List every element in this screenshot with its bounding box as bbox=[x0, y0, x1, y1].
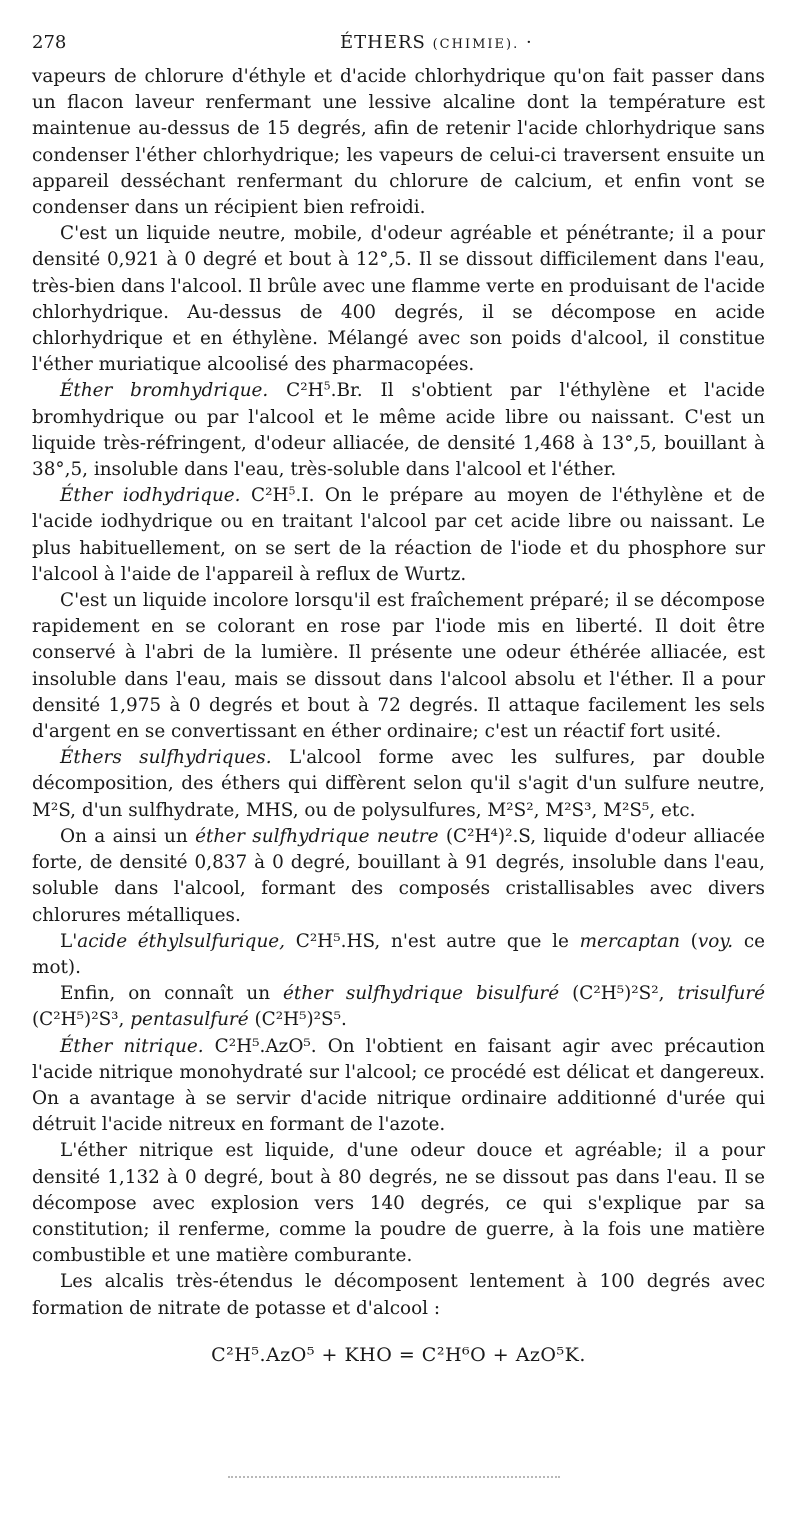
body-text bbox=[32, 64, 765, 1368]
footer-smudge bbox=[228, 1476, 560, 1480]
term-voy: voy. bbox=[697, 930, 734, 952]
term-ether-nitrique: Éther nitrique. bbox=[60, 1035, 204, 1057]
term-trisulfure: trisulfuré bbox=[677, 983, 766, 1005]
formula-iodhydrique: $C^2H^5.I$. bbox=[251, 484, 315, 507]
paragraph-12: Les alcalis très-étendus le décomposent lentement à 100 degrés avec formation de nitrate de potasse et d'alcool : bbox=[32, 1271, 765, 1319]
paragraph-5: C'est un liquide incolore lorsqu'il est fraîchement préparé; il se décompose rapidement en se colorant en rose par l'iode mis en liberté. Il doit être conservé à l'abri de la lumière. Il présente une odeur éthérée alliacée, est insoluble dans l'eau, mais se dissout dans l'alcool absolu et l'éther. Il a pour densité 1,975 à 0 degrés et bout à 72 degrés. Il attaque facilement les sels d'argent en se convertissant en éther ordinaire; c'est un réactif fort usité. bbox=[32, 590, 765, 743]
paragraph-11: L'éther nitrique est liquide, d'une odeur douce et agréable; il a pour densité 1,132 à 0 degré, bout à 80 degrés, ne se dissout pas dans l'eau. Il se décompose avec explosion vers 140 degrés, ce qui s'explique par sa constitution; il renferme, comme la poudre de guerre, à la fois une matière combustible et une matière comburante. bbox=[32, 1140, 765, 1267]
running-title-main: ÉTHERS bbox=[340, 32, 426, 53]
page-header bbox=[32, 30, 762, 56]
term-ether-sulfhydrique-neutre: éther sulfhydrique neutre bbox=[195, 825, 439, 847]
term-bisulfure: éther sulfhydrique bisulfuré bbox=[283, 983, 560, 1005]
paragraph-7: On a ainsi un éther sulfhydrique neutre (C²H⁴)².S, liquide d'odeur alliacée forte, de densité 0,837 à 0 degré, bouillant à 91 degrés, insoluble dans l'eau, soluble dans l'alcool, formant des composés cristallisables avec divers chlorures métalliques. bbox=[32, 825, 765, 926]
running-title bbox=[340, 30, 533, 58]
term-pentasulfure: pentasulfuré bbox=[130, 1009, 249, 1031]
paragraph-ethers-sulfhydriques: Éthers sulfhydriques. L'alcool forme avec les sulfures, par double décomposition, des éthers qui diffèrent selon qu'il s'agit d'un sulfure neutre, M²S, d'un sulfhydrate, MHS, ou de polysulfures, M²S², M²S³, M²S⁵, etc. bbox=[32, 747, 765, 821]
page-number: 278 bbox=[32, 32, 67, 53]
paragraph-1: vapeurs de chlorure d'éthyle et d'acide chlorhydrique qu'on fait passer dans un flacon laveur renfermant une lessive alcaline dont la température est maintenue au-dessus de 15 degrés, afin de retenir l'acide chlorhydrique sans condenser l'éther chlorhydrique; les vapeurs de celui-ci traversent ensuite un appareil desséchant renfermant du chlorure de calcium, et enfin vont se condenser dans un récipient bien refroidi. bbox=[32, 66, 765, 219]
running-title-mark: · bbox=[525, 32, 533, 53]
running-title-section: (CHIMIE). bbox=[432, 37, 520, 52]
term-ethers-sulfhydriques: Éthers sulfhydriques. bbox=[60, 747, 272, 769]
term-ether-bromhydrique: Éther bromhydrique. bbox=[60, 380, 269, 402]
paragraph-ether-iodhydrique: Éther iodhydrique. $C^2H^5.I$. On le prépare au moyen de l'éthylène et de l'acide iodhydrique ou en traitant l'alcool par cet acide libre ou naissant. Le plus habituellement, on se sert de la réaction de l'iode et du phosphore sur l'alcool à l'aide de l'appareil à reflux de Wurtz. bbox=[32, 484, 765, 585]
reaction-formula: C²H⁵.AzO⁵ + KHO = C²H⁶O + AzO⁵K. bbox=[211, 1343, 586, 1366]
paragraph-8: L'acide éthylsulfurique, C²H⁵.HS, n'est autre que le mercaptan (voy. ce mot). bbox=[32, 930, 766, 978]
paragraph-9: Enfin, on connaît un éther sulfhydrique bisulfuré (C²H⁵)²S², trisulfuré (C²H⁵)²S³, pentasulfuré (C²H⁵)²S⁵. bbox=[32, 983, 766, 1031]
term-mercaptan: mercaptan bbox=[579, 930, 680, 952]
formula-bromhydrique: $C^2H^5.Br$. bbox=[286, 379, 363, 402]
paragraph-ether-bromhydrique: Éther bromhydrique. $C^2H^5.Br$. Il s'obtient par l'éthylène et l'acide bromhydrique ou par l'alcool et le même acide libre ou naissant. C'est un liquide très-réfringent, d'odeur alliacée, de densité 1,468 à 13°,5, bouillant à 38°,5, insoluble dans l'eau, très-soluble dans l'alcool et l'éther. bbox=[32, 379, 765, 481]
term-acide-ethylsulfurique: acide éthylsulfurique, bbox=[77, 930, 286, 952]
term-ether-iodhydrique: Éther iodhydrique. bbox=[60, 485, 241, 507]
paragraph-ether-nitrique: Éther nitrique. C²H⁵.AzO⁵. On l'obtient en faisant agir avec précaution l'acide nitrique monohydraté sur l'alcool; ce procédé est délicat et dangereux. On a avantage à se servir d'acide nitrique ordinaire additionné d'urée qui détruit l'acide nitreux en formant de l'azote. bbox=[32, 1035, 765, 1136]
paragraph-2: C'est un liquide neutre, mobile, d'odeur agréable et pénétrante; il a pour densité 0,921 à 0 degré et bout à 12°,5. Il se dissout difficilement dans l'eau, très-bien dans l'alcool. Il brûle avec une flamme verte en produisant de l'acide chlorhydrique. Au-dessus de 400 degrés, il se décompose en acide chlorhydrique et en éthylène. Mélangé avec son poids d'alcool, il constitue l'éther muriatique alcoolisé des pharmacopées. bbox=[32, 223, 765, 376]
